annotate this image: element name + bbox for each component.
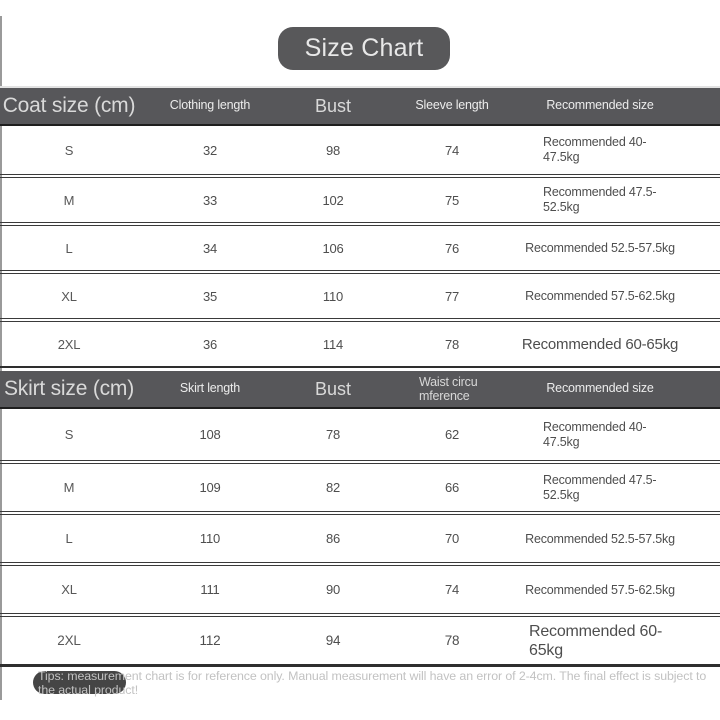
value-cell: 77 <box>444 288 460 304</box>
value-cell: 36 <box>202 336 218 352</box>
value-cell: 112 <box>199 633 221 648</box>
column-header-recommended-size: Recommended size <box>546 98 654 113</box>
value-cell: 35 <box>202 288 218 304</box>
size-cell: M <box>63 192 75 208</box>
recommended-cell: Recommended 60-65kg <box>521 335 679 353</box>
tips-footer <box>0 669 720 705</box>
table-row <box>0 126 720 174</box>
size-cell: L <box>65 240 73 256</box>
recommended-cell: Recommended 47.5-52.5kg <box>543 472 657 502</box>
value-cell: 74 <box>444 142 460 158</box>
table-row <box>0 562 720 613</box>
value-cell: 32 <box>202 142 218 158</box>
value-cell: 111 <box>200 582 220 597</box>
value-cell: 78 <box>325 427 341 442</box>
table-row <box>0 460 720 511</box>
value-cell: 78 <box>444 336 460 352</box>
value-cell: 62 <box>444 427 460 442</box>
table-row <box>0 270 720 318</box>
value-cell: 82 <box>325 480 341 495</box>
recommended-cell: Recommended 60-65kg <box>529 622 663 659</box>
value-cell: 110 <box>322 288 344 304</box>
value-cell: 66 <box>444 480 460 495</box>
recommended-cell: Recommended 40-47.5kg <box>543 135 647 164</box>
coat-table-header <box>0 88 720 126</box>
size-cell: XL <box>61 288 77 304</box>
value-cell: 110 <box>199 531 221 546</box>
table-row <box>0 174 720 222</box>
column-header-recommended-size: Recommended size <box>546 381 654 396</box>
column-header-bust: Bust <box>314 378 352 399</box>
coat-table-title: Coat size (cm) <box>2 94 136 117</box>
size-cell: S <box>64 427 74 442</box>
value-cell: 109 <box>199 480 221 495</box>
size-chart-title-pill <box>278 27 450 70</box>
table-row <box>0 318 720 366</box>
recommended-cell: Recommended 57.5-62.5kg <box>525 582 675 597</box>
recommended-cell: Recommended 47.5-52.5kg <box>543 185 657 214</box>
column-header-skirt-length: Skirt length <box>179 381 241 396</box>
value-cell: 114 <box>322 336 344 352</box>
table-row <box>0 222 720 270</box>
recommended-cell: Recommended 57.5-62.5kg <box>525 289 675 303</box>
value-cell: 108 <box>199 427 221 442</box>
skirt-size-table <box>0 371 720 667</box>
value-cell: 102 <box>322 192 344 208</box>
table-row <box>0 511 720 562</box>
coat-size-table <box>0 86 720 368</box>
skirt-table-title: Skirt size (cm) <box>4 377 134 400</box>
recommended-cell: Recommended 52.5-57.5kg <box>525 531 675 546</box>
page-title: Size Chart <box>304 34 424 62</box>
column-header-clothing-length: Clothing length <box>169 98 251 113</box>
size-cell: 2XL <box>57 336 81 352</box>
size-cell: 2XL <box>57 633 81 648</box>
value-cell: 90 <box>325 582 341 597</box>
value-cell: 86 <box>325 531 341 546</box>
size-cell: XL <box>61 582 77 597</box>
skirt-table-header <box>0 371 720 409</box>
column-header-sleeve-length: Sleeve length <box>415 98 489 113</box>
size-cell: L <box>65 531 73 546</box>
size-cell: S <box>64 142 74 158</box>
column-header-waist-circumference: Waist circumference <box>419 375 478 403</box>
recommended-cell: Recommended 40-47.5kg <box>543 419 647 449</box>
value-cell: 70 <box>444 531 460 546</box>
value-cell: 78 <box>444 633 460 648</box>
value-cell: 33 <box>202 192 218 208</box>
value-cell: 98 <box>325 142 341 158</box>
size-cell: M <box>63 480 75 495</box>
table-row <box>0 409 720 460</box>
value-cell: 34 <box>202 240 218 256</box>
table-row <box>0 613 720 664</box>
recommended-cell: Recommended 52.5-57.5kg <box>525 241 675 255</box>
value-cell: 106 <box>322 240 344 256</box>
value-cell: 94 <box>325 633 341 648</box>
column-header-bust: Bust <box>314 95 352 116</box>
value-cell: 76 <box>444 240 460 256</box>
value-cell: 74 <box>444 582 460 597</box>
value-cell: 75 <box>444 192 460 208</box>
tips-text: Tips: measurement chart is for reference only. Manual measurement will have an error of 2-4cm. The final effect is subject to the actual product! <box>38 669 707 697</box>
